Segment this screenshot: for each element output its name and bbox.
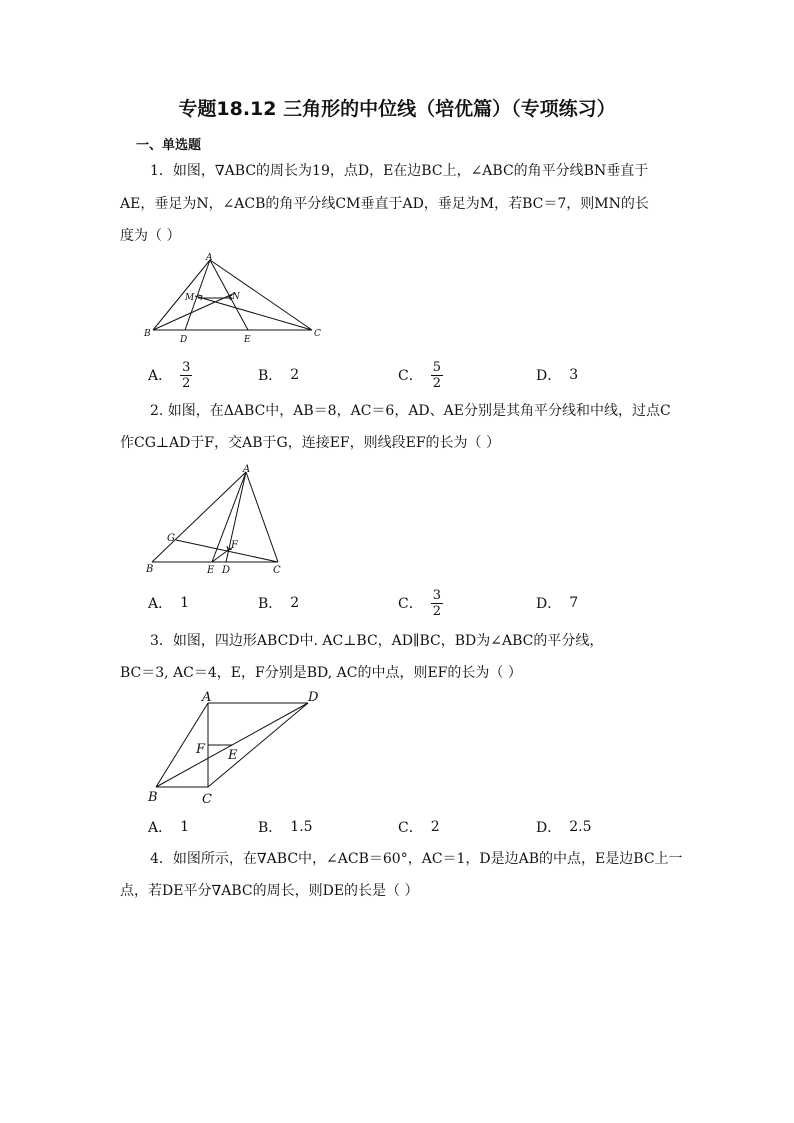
q3-options <box>148 810 708 844</box>
page-title: 专题18.12 三角形的中位线（培优篇）（专项练习） <box>178 98 616 120</box>
q3-figure <box>140 685 340 810</box>
q1-figure <box>140 250 330 350</box>
q2-option-c[interactable] <box>398 586 443 620</box>
q1-option-b-label: B． <box>258 368 283 384</box>
q2-option-a[interactable] <box>148 586 189 620</box>
q1-option-c-fraction <box>431 360 443 391</box>
q1-label-a: A <box>206 253 213 263</box>
q1-option-b-value: 2 <box>290 367 300 383</box>
q2-option-b-label: B． <box>258 596 283 612</box>
q4-line-1: 4．如图所示，在∇ABC中，∠ACB＝60°，AC＝1，D是边AB的中点，E是边BC上一 <box>150 851 683 867</box>
q1-option-a-label: A． <box>148 368 173 384</box>
q1-line-2: AE，垂足为N，∠ACB的角平分线CM垂直于AD，垂足为M，若BC＝7，则MN的长 <box>120 196 649 212</box>
q2-option-c-fraction <box>431 588 443 619</box>
q2-option-d-value: 7 <box>569 595 579 611</box>
q2-option-c-label: C． <box>398 596 423 612</box>
q1-option-c[interactable] <box>398 358 443 392</box>
q1-options <box>148 358 708 392</box>
q1-option-c-numerator: 5 <box>432 359 441 375</box>
q1-option-b[interactable] <box>258 358 299 392</box>
q2-option-b[interactable] <box>258 586 299 620</box>
q3-option-c[interactable] <box>398 810 440 844</box>
q1-label-n: N <box>232 292 240 302</box>
q3-label-b: B <box>148 790 158 805</box>
q3-label-e: E <box>228 748 238 763</box>
q3-line-1: 3．如图，四边形ABCD中. AC⊥BC，AD∥BC，BD为∠ABC的平分线， <box>150 633 604 649</box>
q4-line-2: 点，若DE平分∇ABC的周长，则DE的长是（ ） <box>120 883 419 899</box>
q2-line-1: 2. 如图，在ΔABC中，AB＝8，AC＝6，AD、AE分别是其角平分线和中线，过点C <box>150 403 671 419</box>
q3-option-d-value: 2.5 <box>569 819 592 835</box>
q2-option-d[interactable] <box>536 586 578 620</box>
q3-option-c-label: C． <box>398 820 423 836</box>
q3-option-c-value: 2 <box>430 819 440 835</box>
section-heading: 一、单选题 <box>136 138 202 153</box>
q2-option-c-numerator: 3 <box>432 587 441 603</box>
q1-label-c: C <box>314 329 321 339</box>
q2-option-a-label: A． <box>148 596 173 612</box>
q1-option-d-label: D． <box>536 368 562 384</box>
q2-label-g: G <box>167 533 175 544</box>
q1-option-c-label: C． <box>398 368 423 384</box>
q1-label-b: B <box>144 329 151 339</box>
q2-label-b: B <box>146 564 154 575</box>
q1-label-d: D <box>180 335 188 345</box>
q2-option-a-value: 1 <box>180 595 190 611</box>
q3-label-c: C <box>202 792 212 807</box>
q2-label-a: A <box>243 464 251 475</box>
q1-line-3: 度为（ ） <box>120 228 181 244</box>
q1-option-d-value: 3 <box>569 367 579 383</box>
q2-label-f: F <box>231 540 238 551</box>
q2-option-b-value: 2 <box>290 595 300 611</box>
q2-label-c: C <box>273 565 281 576</box>
q1-option-a-denominator: 2 <box>182 375 191 391</box>
q1-line-1: 1．如图，∇ABC的周长为19，点D，E在边BC上，∠ABC的角平分线BN垂直于 <box>150 163 649 179</box>
q2-label-d: D <box>222 565 231 576</box>
q2-option-c-denominator: 2 <box>432 603 441 619</box>
q3-option-d[interactable] <box>536 810 592 844</box>
q2-line-2: 作CG⊥AD于F，交AB于G，连接EF，则线段EF的长为（ ） <box>120 435 501 451</box>
q3-option-a-value: 1 <box>180 819 190 835</box>
q1-label-e: E <box>244 335 251 345</box>
q2-option-d-label: D． <box>536 596 562 612</box>
q2-figure <box>140 460 300 580</box>
q1-label-m: M <box>185 293 195 303</box>
q2-label-e: E <box>207 565 215 576</box>
q1-option-d[interactable] <box>536 358 578 392</box>
q1-option-a[interactable] <box>148 358 192 392</box>
q3-option-b-value: 1.5 <box>290 819 313 835</box>
q1-option-a-fraction <box>180 360 192 391</box>
q3-label-a: A <box>202 690 212 705</box>
q3-option-a[interactable] <box>148 810 189 844</box>
q3-line-2: BC＝3, AC＝4，E，F分别是BD, AC的中点，则EF的长为（ ） <box>120 665 522 681</box>
q1-option-a-numerator: 3 <box>182 359 191 375</box>
q3-option-b-label: B． <box>258 820 283 836</box>
q3-label-d: D <box>308 690 319 705</box>
q3-option-a-label: A． <box>148 820 173 836</box>
q3-label-f: F <box>196 742 206 757</box>
q2-options <box>148 586 708 620</box>
q3-option-d-label: D． <box>536 820 562 836</box>
q3-option-b[interactable] <box>258 810 313 844</box>
q1-option-c-denominator: 2 <box>432 375 441 391</box>
